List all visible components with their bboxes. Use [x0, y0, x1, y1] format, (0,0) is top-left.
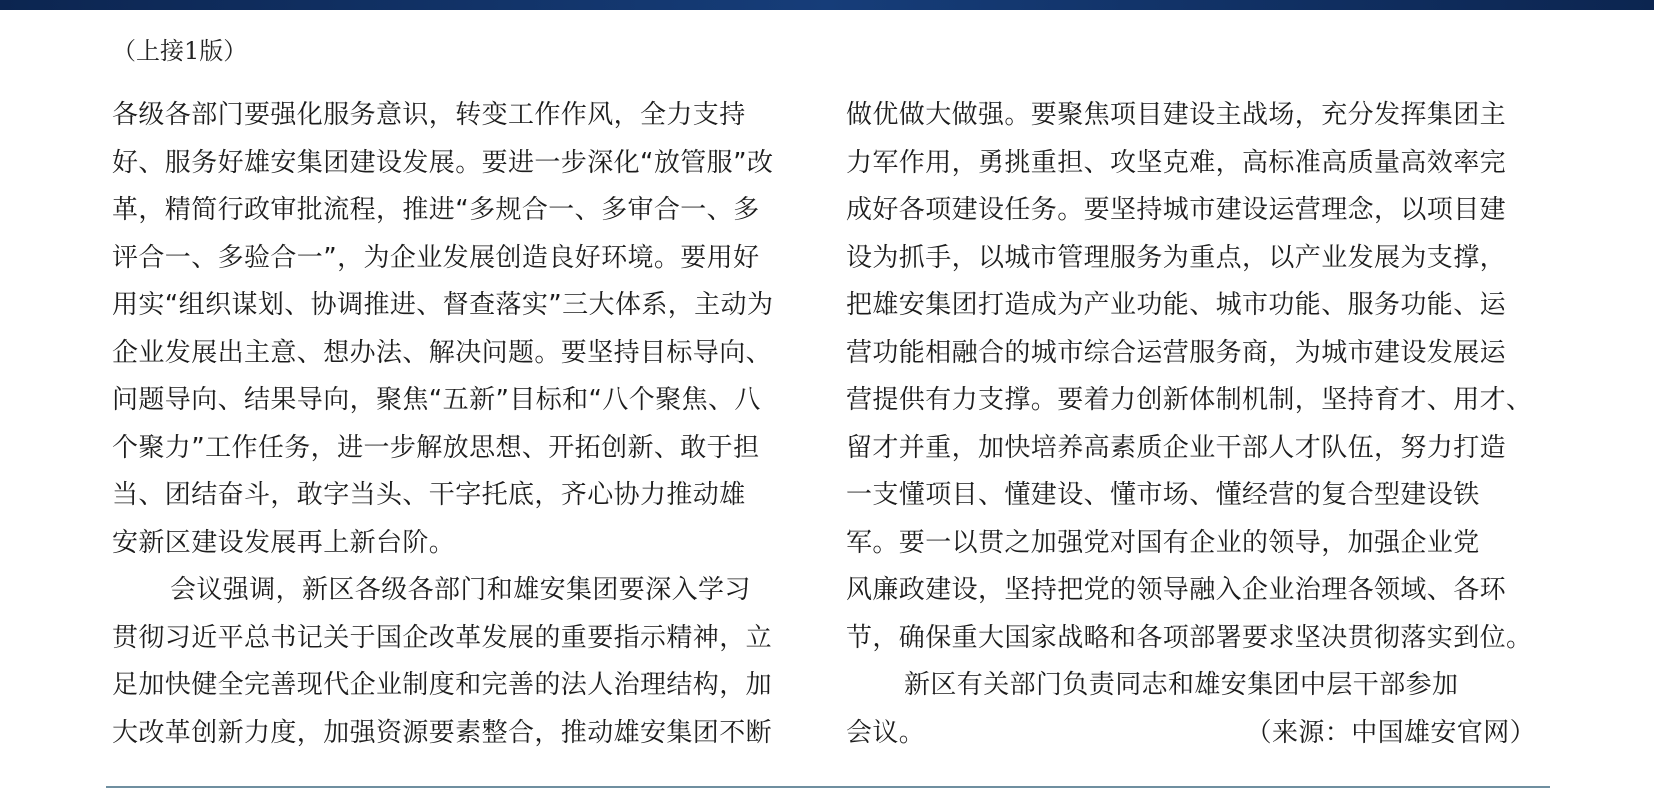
- text-line: 足加快健全完善现代企业制度和完善的法人治理结构，加: [112, 670, 773, 700]
- article-right-column: [846, 92, 1546, 757]
- text-line: 个聚力”工作任务，进一步解放思想、开拓创新、敢于担: [112, 432, 760, 463]
- text-line: 问题导向、结果导向，聚焦“五新”目标和“八个聚焦、八: [112, 385, 761, 415]
- text-line: 设为抓手，以城市管理服务为重点，以产业发展为支撑，: [846, 242, 1507, 273]
- text-line: 成好各项建设任务。要坚持城市建设运营理念，以项目建: [846, 195, 1507, 225]
- text-line: 力军作用，勇挑重担、攻坚克难，高标准高质量高效率完: [846, 147, 1507, 178]
- text-line: 用实“组织谋划、协调推进、督查落实”三大体系，主动为: [112, 290, 774, 320]
- text-line: 把雄安集团打造成为产业功能、城市功能、服务功能、运: [846, 290, 1507, 320]
- text-line: 留才并重，加快培养高素质企业干部人才队伍，努力打造: [846, 432, 1507, 463]
- text-line: 企业发展出主意、想办法、解决问题。要坚持目标导向、: [112, 337, 773, 368]
- text-line: 一支懂项目、懂建设、懂市场、懂经营的复合型建设铁: [846, 480, 1480, 510]
- text-line: 评合一、多验合一”，为企业发展创造良好环境。要用好: [112, 242, 760, 273]
- closing-line: [846, 710, 1546, 758]
- article-left-column: [112, 92, 812, 757]
- text-line: 安新区建设发展再上新台阶。: [112, 527, 456, 558]
- bottom-divider: [106, 786, 1550, 788]
- text-line: 贯彻习近平总书记关于国企改革发展的重要指示精神，立: [112, 622, 773, 653]
- text-line: 节，确保重大国家战略和各项部署要求坚决贯彻落实到位。: [846, 622, 1533, 653]
- text-line: 革，精简行政审批流程，推进“多规合一、多审合一、多: [112, 195, 760, 225]
- closing-text: 会议。: [846, 717, 926, 748]
- text-line: 营提供有力支撑。要着力创新体制机制，坚持育才、用才、: [846, 385, 1533, 415]
- text-line: 当、团结奋斗，敢字当头、干字托底，齐心协力推动雄: [112, 480, 746, 510]
- text-line: 军。要一以贯之加强党对国有企业的领导，加强企业党: [846, 527, 1480, 558]
- header-color-bar: [0, 0, 1654, 10]
- text-line: 营功能相融合的城市综合运营服务商，为城市建设发展运: [846, 337, 1507, 368]
- text-line: 做优做大做强。要聚焦项目建设主战场，充分发挥集团主: [846, 100, 1507, 130]
- text-line: 大改革创新力度，加强资源要素整合，推动雄安集团不断: [112, 717, 773, 748]
- text-line: 会议强调，新区各级各部门和雄安集团要深入学习: [170, 575, 751, 605]
- text-line: 新区有关部门负责同志和雄安集团中层干部参加: [904, 670, 1459, 700]
- text-line: 风廉政建设，坚持把党的领导融入企业治理各领域、各环: [846, 575, 1507, 605]
- text-line: 好、服务好雄安集团建设发展。要进一步深化“放管服”改: [112, 147, 774, 178]
- source-attribution: （来源：中国雄安官网）: [1245, 717, 1536, 748]
- text-line: 各级各部门要强化服务意识，转变工作作风，全力支持: [112, 100, 746, 130]
- continued-from-page-note: （上接1版）: [112, 37, 248, 65]
